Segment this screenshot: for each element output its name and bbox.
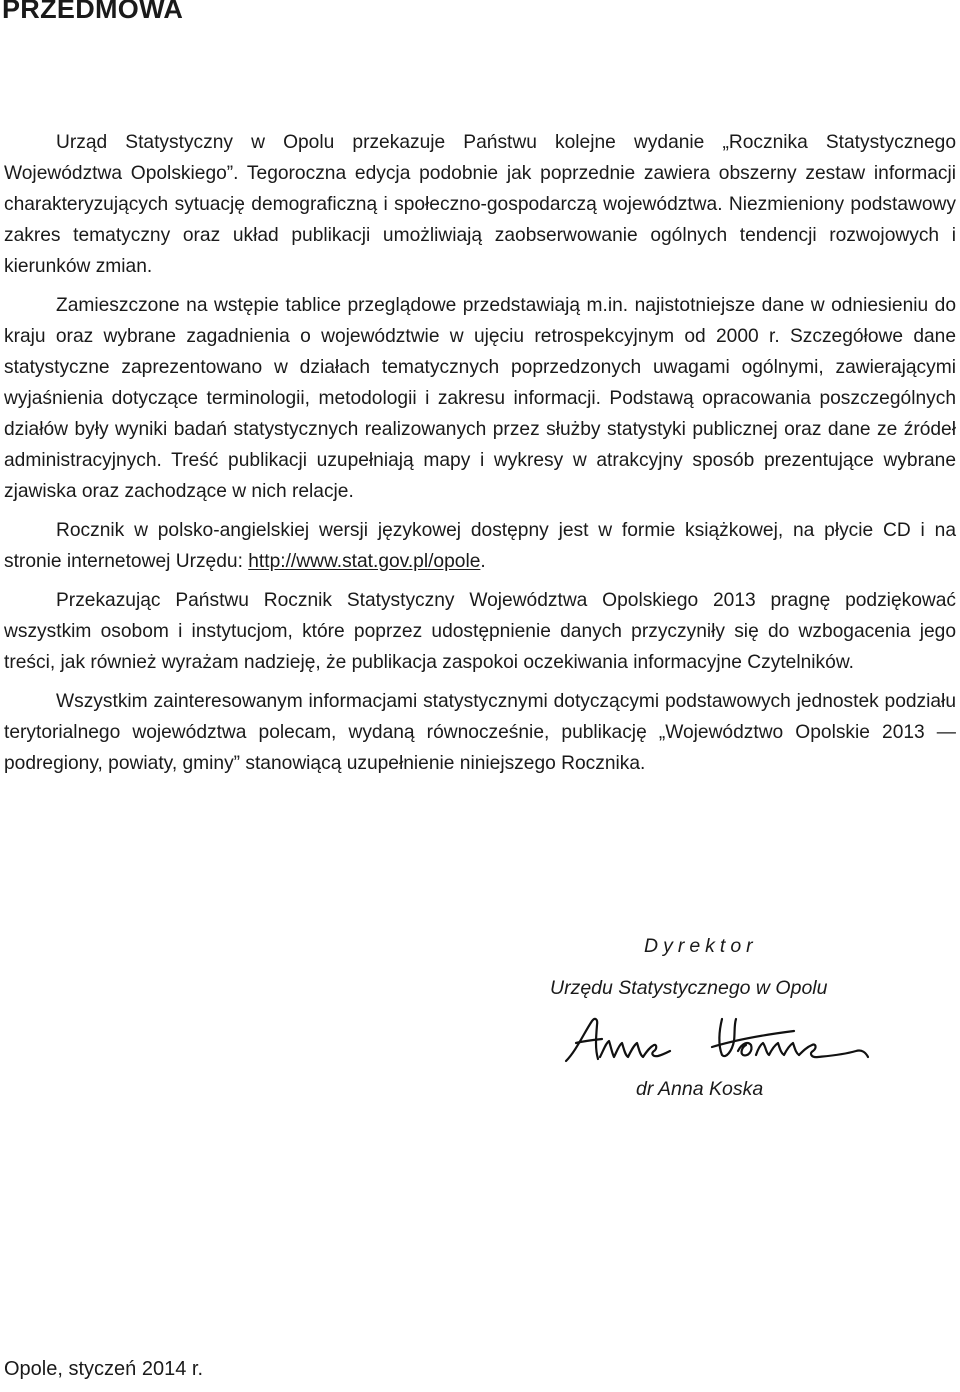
signatory-role: Dyrektor: [644, 935, 758, 957]
office-website-link[interactable]: http://www.stat.gov.pl/opole: [248, 551, 481, 572]
handwritten-signature: [562, 1011, 874, 1071]
preface-body: [4, 127, 956, 779]
paragraph-recommendation: Wszystkim zainteresowanym informacjami statystycznymi dotyczącymi podstawowych jednostek podziału terytorialnego województwa polecam, wydaną równocześnie, publikację „Województwo Opolskie 2013 — podregiony, powiaty, gminy” stanowiącą uzupełnienie niniejszego Rocznika.: [4, 691, 956, 774]
signatory-office: Urzędu Statystycznego w Opolu: [550, 977, 828, 999]
paragraph-web-availability: [4, 515, 956, 577]
page-title: PRZEDMOWA: [2, 0, 184, 24]
web-text-after: .: [480, 551, 486, 572]
paragraph-intro: Urząd Statystyczny w Opolu przekazuje Państwu kolejne wydanie „Rocznika Statystycznego Województwa Opolskiego”. Tegoroczna edycja podobnie jak poprzednie zawiera obszerny zestaw informacji charakteryzujących sytuację demograficzną i społeczno-gospodarczą województwa. Niezmieniony podstawowy zakres tematyczny oraz układ publikacji umożliwiają zaobserwowanie ogólnych tendencji rozwojowych i kierunków zmian.: [4, 132, 956, 277]
paragraph-thanks: Przekazując Państwu Rocznik Statystyczny Województwa Opolskiego 2013 pragnę podziękować wszystkim osobom i instytucjom, które poprzez udostępnienie danych przyczyniły się do wzbogacenia jego treści, jak również wyrażam nadzieję, że publikacja zaspokoi oczekiwania informacyjne Czytelników.: [4, 590, 956, 673]
web-text-before: Rocznik w polsko-angielskiej wersji językowej dostępny jest w formie książkowej, na płycie CD i na stronie internetowej Urzędu:: [4, 520, 956, 572]
paragraph-tables: Zamieszczone na wstępie tablice przeglądowe przedstawiają m.in. najistotniejsze dane w odniesieniu do kraju oraz wybrane zagadnienia o województwie w ujęciu retrospekcyjnym od 2000 r. Szczegółowe dane statystyczne zaprezentowano w działach tematycznych poprzedzonych uwagami ogólnymi, zawierającymi wyjaśnienia dotyczące terminologii, metodologii i zakresu informacji. Podstawą opracowania poszczególnych działów były wyniki badań statystycznych realizowanych przez służby statystyki publicznej oraz dane ze źródeł administracyjnych. Treść publikacji uzupełniają mapy i wykresy w atrakcyjny sposób prezentujące wybrane zjawiska oraz zachodzące w nich relacje.: [4, 295, 956, 502]
place-and-date: Opole, styczeń 2014 r.: [4, 1358, 204, 1380]
signatory-name: dr Anna Koska: [636, 1078, 764, 1100]
